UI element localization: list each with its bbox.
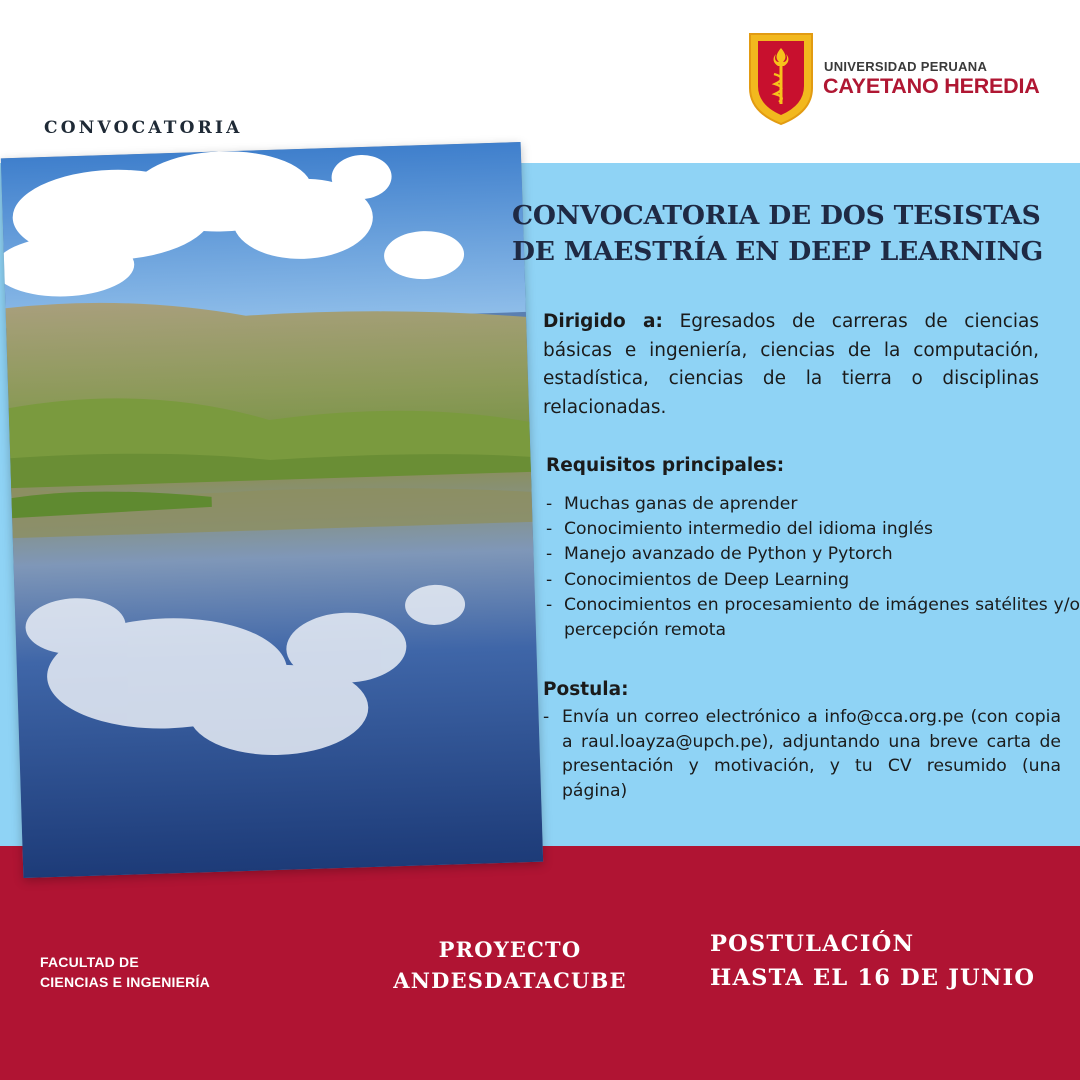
requirement-item: - Conocimientos en procesamiento de imágenes satélites y/o percepción remota [546,593,1080,643]
deadline-line2: HASTA EL 16 DE JUNIO [710,965,1036,991]
landscape-illustration [1,142,543,878]
headline-line2: DE MAESTRÍA EN DEEP LEARNING [512,236,1044,267]
faculty-name [40,952,210,992]
target-audience-paragraph [543,308,1039,422]
requirement-item: - Manejo avanzado de Python y Pytorch [546,542,1080,567]
requirement-item: - Muchas ganas de aprender [546,492,1080,517]
faculty-line2: CIENCIAS E INGENIERÍA [40,974,210,990]
project-name [360,934,660,996]
application-deadline [710,927,1035,995]
apply-title: Postula: [543,679,629,700]
headline [512,198,1072,270]
requirements-list [546,492,1080,643]
project-line2: ANDESDATACUBE [393,968,627,993]
target-audience-text: Egresados de carreras de ciencias básicas e ingeniería, ciencias de la computación, estadística, ciencias de la tierra o disciplinas relacionadas. [543,311,1039,418]
headline-line1: CONVOCATORIA DE DOS TESISTAS [512,200,1041,231]
requirement-item: - Conocimientos de Deep Learning [546,568,1080,593]
university-name-line1: UNIVERSIDAD PERUANA [824,59,988,74]
requirements-title: Requisitos principales: [546,455,785,476]
requirement-item: - Conocimiento intermedio del idioma inglés [546,517,1080,542]
apply-instructions: - Envía un correo electrónico a info@cca.org.pe (con copia a raul.loayza@upch.pe), adjuntando una breve carta de presentación y motivación, y tu CV resumido (una página) [543,705,1061,803]
apply-list [543,705,1061,803]
deadline-line1: POSTULACIÓN [710,931,915,957]
target-audience-label: Dirigido a: [543,311,663,332]
faculty-line1: FACULTAD DE [40,954,139,970]
andes-lake-photo [1,142,543,878]
university-logo [748,32,1048,128]
university-crest-icon [748,32,814,126]
university-name-line2: CAYETANO HEREDIA [823,74,1040,98]
project-line1: PROYECTO [438,937,582,962]
convocatoria-label: CONVOCATORIA [44,118,243,138]
